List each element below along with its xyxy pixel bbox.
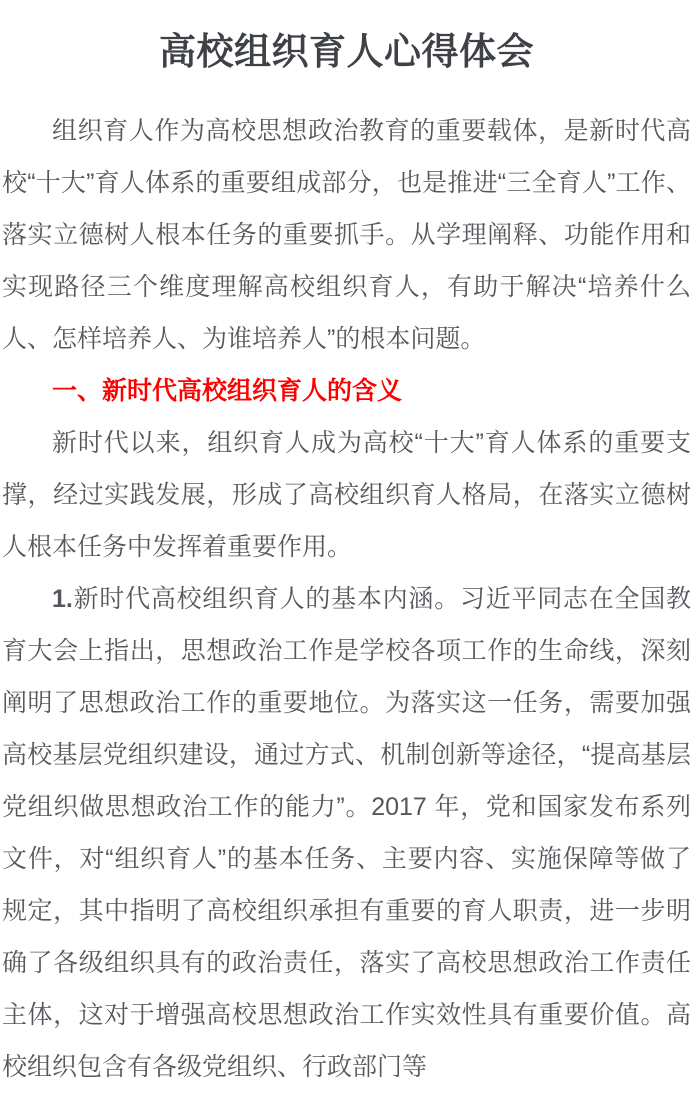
point-number-lead: 1. — [52, 585, 73, 613]
intro-paragraph: 组织育人作为高校思想政治教育的重要载体，是新时代高校“十大”育人体系的重要组成部分，也是推进“三全育人”工作、落实立德树人根本任务的重要抓手。从学理阐释、功能作用和实现路径三个维度理解高校组织育人，有助于解决“培养什么人、怎样培养人、为谁培养人”的根本问题。 — [2, 117, 691, 353]
article-title: 高校组织育人心得体会 — [159, 31, 534, 72]
section-paragraph: 新时代以来，组织育人成为高校“十大”育人体系的重要支撑，经过实践发展，形成了高校组织育人格局，在落实立德树人根本任务中发挥着重要作用。 — [2, 429, 691, 561]
point-body-text: 新时代高校组织育人的基本内涵。习近平同志在全国教育大会上指出，思想政治工作是学校各项工作的生命线，深刻阐明了思想政治工作的重要地位。为落实这一任务，需要加强高校基层党组织建设，通过方式、机制创新等途径，“提高基层党组织做思想政治工作的能力”。2017 年，党和国家发布系列文件，对“组织育人”的基本任务、主要内容、实施保障等做了规定，其中指明了高校组织承担有重要的育人职责，进一步明确了各级组织具有的政治责任，落实了高校思想政治工作责任主体，这对于增强高校思想政治工作实效性具有重要价值。高校组织包含有各级党组织、行政部门等 — [2, 585, 691, 1081]
numbered-point-paragraph — [2, 573, 691, 1093]
section-heading: 一、新时代高校组织育人的含义 — [52, 377, 403, 405]
